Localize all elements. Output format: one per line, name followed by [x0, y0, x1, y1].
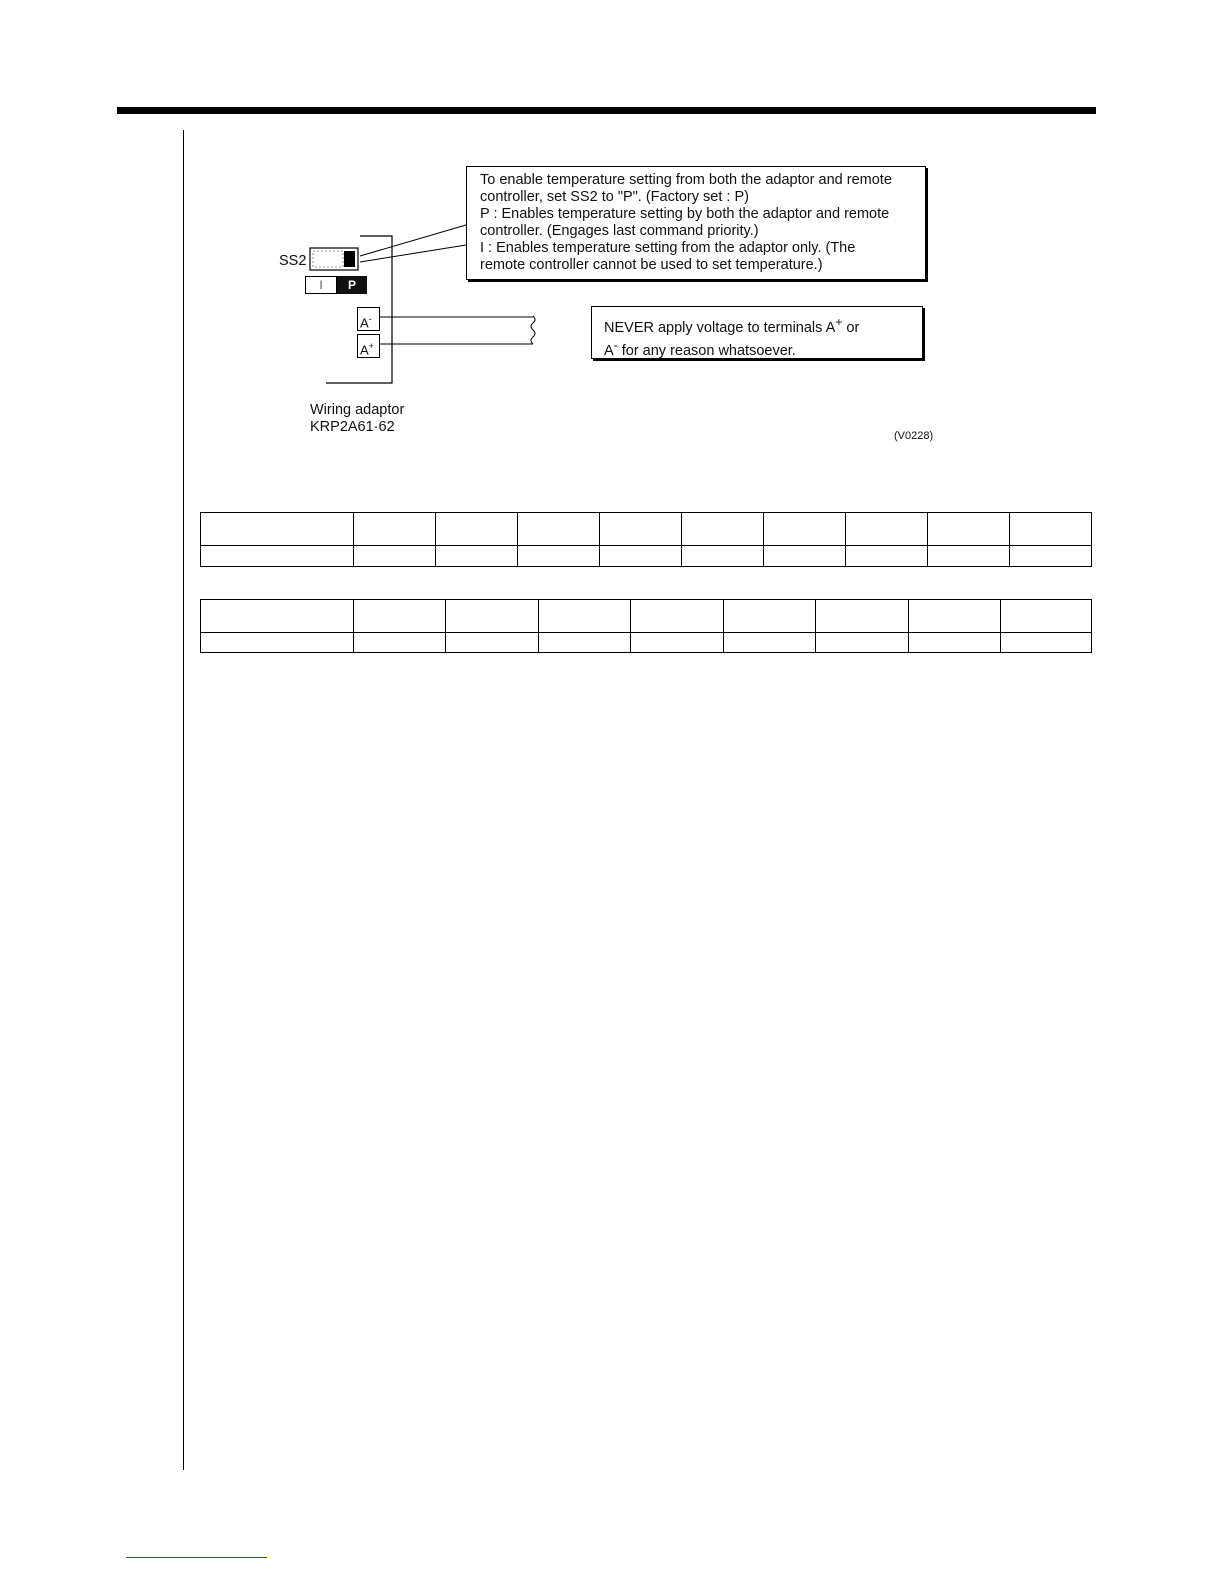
- table-cell: [816, 633, 909, 653]
- warning-text: A: [604, 342, 614, 359]
- ss2-label: SS2: [279, 253, 307, 269]
- table-cell: [600, 546, 682, 567]
- table-cell: [846, 513, 928, 546]
- table-cell: [764, 513, 846, 546]
- table-cell: [764, 546, 846, 567]
- warning-text: for any reason whatsoever.: [617, 342, 796, 359]
- table-cell: [1001, 633, 1092, 653]
- terminal-letter: A: [360, 315, 369, 331]
- ss2-setting-callout: [466, 166, 926, 280]
- terminal-letter: A: [360, 342, 369, 358]
- table-cell: [631, 600, 724, 633]
- warning-line-2: [604, 337, 912, 360]
- table-cell: [1010, 546, 1092, 567]
- figure-code: (V0228): [894, 430, 934, 442]
- table-row: [201, 600, 1092, 633]
- table-cell: [846, 546, 928, 567]
- table-cell: [436, 546, 518, 567]
- table-cell: [354, 633, 446, 653]
- callout-line: I : Enables temperature setting from the adaptor only. (The: [480, 240, 856, 256]
- table-cell: [201, 513, 354, 546]
- figure-caption-line-1: Wiring adaptor: [310, 402, 405, 418]
- table-cell: [436, 513, 518, 546]
- terminal-sign: -: [368, 314, 372, 324]
- table-row: [201, 546, 1092, 567]
- table-cell: [1001, 600, 1092, 633]
- voltage-warning-callout: [591, 306, 923, 359]
- warning-line-1: [604, 314, 912, 337]
- table-cell: [354, 546, 436, 567]
- table-cell: [354, 600, 446, 633]
- leader-line-lower: [360, 245, 466, 262]
- table-cell: [518, 513, 600, 546]
- table-cell: [909, 600, 1001, 633]
- table-cell: [446, 600, 539, 633]
- mode-p-indicator: P: [337, 276, 367, 294]
- warning-text: or: [842, 319, 860, 336]
- callout-line: controller. (Engages last command priority.): [480, 223, 759, 239]
- warning-sup: -: [613, 337, 618, 352]
- table-cell: [518, 546, 600, 567]
- leader-line-upper: [360, 225, 466, 256]
- callout-line: remote controller cannot be used to set temperature.): [480, 257, 823, 273]
- callout-line: controller, set SS2 to "P". (Factory set : P): [480, 189, 749, 205]
- table-row: [201, 513, 1092, 546]
- spec-table-2: [200, 599, 1092, 653]
- mode-i-indicator: I: [305, 276, 337, 294]
- table-cell: [631, 633, 724, 653]
- figure-caption-line-2: KRP2A61·62: [310, 419, 395, 435]
- terminal-a-plus: [357, 334, 380, 358]
- table-cell: [724, 633, 816, 653]
- table-cell: [201, 600, 354, 633]
- table-cell: [539, 633, 631, 653]
- spec-table-1: [200, 512, 1092, 567]
- table-cell: [816, 600, 909, 633]
- table-cell: [682, 546, 764, 567]
- table-cell: [539, 600, 631, 633]
- warning-sup: +: [835, 315, 843, 329]
- warning-text: NEVER apply voltage to terminals A: [604, 319, 836, 336]
- table-cell: [909, 633, 1001, 653]
- callout-line: To enable temperature setting from both the adaptor and remote: [480, 172, 892, 188]
- table-cell: [446, 633, 539, 653]
- table-cell: [600, 513, 682, 546]
- table-row: [201, 633, 1092, 653]
- table-cell: [928, 546, 1010, 567]
- table-cell: [1010, 513, 1092, 546]
- ss2-switch-knob: [344, 251, 355, 267]
- footer-rule: [126, 1557, 267, 1558]
- table-cell: [724, 600, 816, 633]
- callout-line: P : Enables temperature setting by both the adaptor and remote: [480, 206, 890, 222]
- terminal-sign: +: [368, 341, 374, 351]
- table-cell: [682, 513, 764, 546]
- table-cell: [201, 633, 354, 653]
- table-cell: [928, 513, 1010, 546]
- wire-break-mark: [531, 316, 535, 344]
- table-cell: [354, 513, 436, 546]
- terminal-a-minus: [357, 307, 380, 331]
- table-cell: [201, 546, 354, 567]
